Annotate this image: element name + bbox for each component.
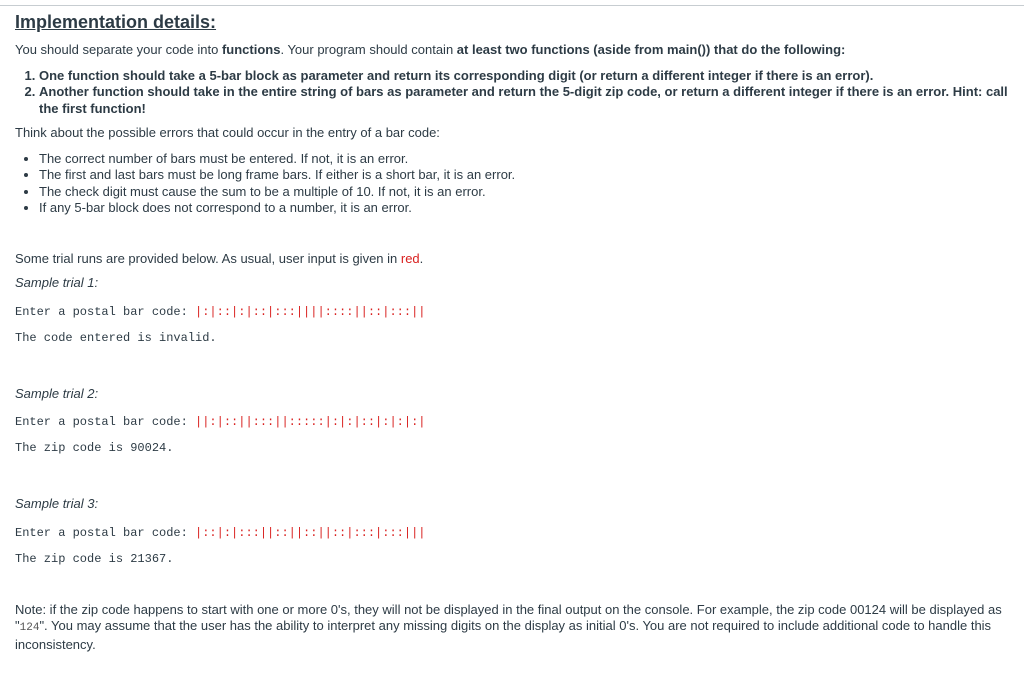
error-item: • The first and last bars must be long frame bars. If either is a short bar, it is an error.	[39, 167, 1010, 184]
trial-prompt-line: Enter a postal bar code: ||:|::||:::||:::::|:|:|::|:|:|:|	[15, 415, 426, 429]
intro-paragraph: You should separate your code into functions. Your program should contain at least two functions (aside from main()) that do the following:	[15, 42, 846, 57]
assignment-content	[15, 10, 1010, 653]
requirement-item: 1. One function should take a 5-bar block as parameter and return its corresponding digit (or return a different integer if there is an error).	[39, 68, 1010, 85]
trials-intro: Some trial runs are provided below. As usual, user input is given in red.	[15, 250, 424, 266]
errors-intro: Think about the possible errors that could occur in the entry of a bar code:	[15, 125, 440, 140]
error-item: • If any 5-bar block does not correspond to a number, it is an error.	[39, 200, 1010, 217]
top-divider	[0, 5, 1024, 6]
trial-input: |::|:|:::||::||::||::|:::|:::|||	[195, 525, 426, 540]
error-item: • The check digit must cause the sum to be a multiple of 10. If not, it is an error.	[39, 184, 1010, 201]
trial-label: Sample trial 3:	[15, 496, 99, 511]
trial-input: ||:|::||:::||:::::|:|:|::|:|:|:|	[195, 415, 426, 429]
trial-prompt-line: Enter a postal bar code: |:|::|:|::|:::||||::::||::|:::||	[15, 304, 426, 319]
trial-result: The code entered is invalid.	[15, 330, 217, 345]
trial-prompt-line: Enter a postal bar code: |::|:|:::||::||::||::|:::|:::|||	[15, 525, 426, 540]
requirement-item: 2. Another function should take in the entire string of bars as parameter and return the 5-digit zip code, or return a different integer if there is an error. Hint: call the first function!	[39, 84, 1010, 117]
error-item: • The correct number of bars must be entered. If not, it is an error.	[39, 151, 1010, 168]
note-paragraph: Note: if the zip code happens to start with one or more 0's, they will not be displayed in the final output on the console. For example, the zip code 00124 will be displayed as "124". You may assume that the user has the ability to interpret any missing digits on the display as initial 0's. You are not required to include additional code to handle this inconsistency.	[15, 601, 1002, 652]
requirements-list	[15, 68, 1010, 118]
trial-label: Sample trial 1:	[15, 275, 99, 290]
trial-input: |:|::|:|::|:::||||::::||::|:::||	[195, 304, 426, 319]
trial-label: Sample trial 2:	[15, 385, 99, 401]
errors-list	[15, 151, 1010, 217]
trial-result: The zip code is 21367.	[15, 551, 174, 566]
trial-result: The zip code is 90024.	[15, 441, 174, 455]
section-heading: Implementation details:	[15, 12, 217, 32]
